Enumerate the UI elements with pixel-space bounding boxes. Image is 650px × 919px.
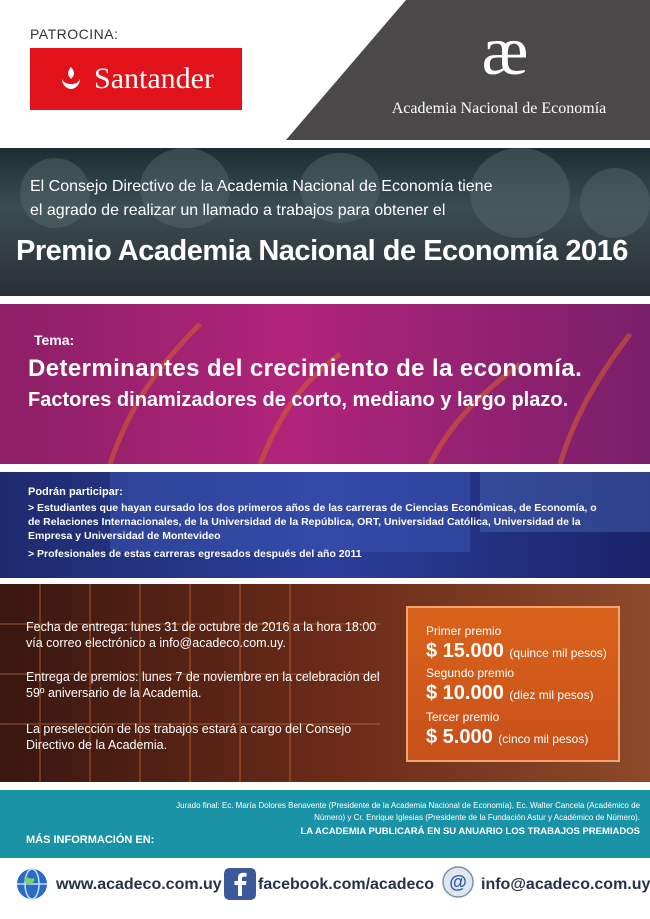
intro-banner [0, 148, 650, 296]
preselection-note: Directivo de la Academia. [26, 738, 168, 752]
third-prize-amount [426, 726, 588, 749]
eligibility-line: de Relaciones Internacionales, de la Universidad de la República, ORT, Universidad Católica, Universidad de la [28, 516, 581, 528]
globe-icon [16, 868, 48, 900]
wheat-decoration [0, 304, 650, 464]
eligibility-line: > Profesionales de estas carreras egresados después del año 2011 [28, 548, 362, 560]
annual-note: LA ACADEMIA PUBLICARÁ EN SU ANUARIO LOS TRABAJOS PREMIADOS [300, 826, 640, 837]
prize-words: (diez mil pesos) [509, 688, 594, 702]
more-info-label: MÁS INFORMACIÓN EN: [26, 834, 155, 846]
third-prize-label: Tercer premio [426, 710, 500, 724]
crowd-shape [580, 168, 650, 238]
delivery-method: vía correo electrónico a info@acadeco.com.uy. [26, 636, 286, 650]
facebook-link[interactable]: facebook.com/acadeco [258, 876, 435, 893]
website-link[interactable]: www.acadeco.com.uy [56, 876, 222, 893]
prize-value: $ 5.000 [426, 726, 493, 748]
intro-line-1: El Consejo Directivo de la Academia Nacional de Economía tiene [30, 178, 493, 195]
prize-value: $ 15.000 [426, 640, 504, 662]
santander-logo [30, 48, 242, 110]
jury-line: Número) y Cr. Enrique Iglesias (Presidente de la Fundación Astur y Académico de Número). [314, 813, 640, 822]
eligibility-title: Podrán participar: [28, 486, 123, 498]
sponsor-label: PATROCINA: [30, 26, 119, 42]
second-prize-amount [426, 682, 593, 705]
topic-banner [0, 304, 650, 464]
award-occasion: 59º aniversario de la Academia. [26, 686, 202, 700]
delivery-date: Fecha de entrega: lunes 31 de octubre de 2016 a la hora 18:00 [26, 620, 377, 634]
first-prize-amount [426, 640, 607, 663]
prize-value: $ 10.000 [426, 682, 504, 704]
svg-text:@: @ [449, 872, 467, 892]
award-date: Entrega de premios: lunes 7 de noviembre en la celebración del [26, 670, 380, 684]
first-prize-label: Primer premio [426, 624, 502, 638]
eligibility-line: > Estudiantes que hayan cursado los dos primeros años de las carreras de Ciencias Económicas, de Economía, o [28, 502, 597, 514]
prize-title: Premio Academia Nacional de Economía 2016 [16, 235, 628, 267]
email-icon [442, 866, 474, 898]
flame-icon [58, 65, 84, 93]
topic-label: Tema: [34, 332, 75, 348]
prize-words: (cinco mil pesos) [498, 732, 589, 746]
email-link[interactable]: info@acadeco.com.uy [481, 876, 650, 893]
jury-line: Jurado final: Ec. María Dolores Benavente (Presidente de la Academia Nacional de Economía), Ec. Walter Cancela (Académico de [176, 801, 640, 810]
eligibility-line: Empresa y Universidad de Montevideo [28, 530, 221, 542]
academy-logo: æ [481, 13, 529, 90]
topic-line-1: Determinantes del crecimiento de la economía. [28, 355, 583, 382]
sponsor-name: Santander [94, 62, 214, 95]
academy-name: Academia Nacional de Economía [391, 100, 607, 117]
topic-line-2: Factores dinamizadores de corto, mediano y largo plazo. [28, 389, 569, 411]
preselection-note: La preselección de los trabajos estará a cargo del Consejo [26, 722, 352, 736]
prize-words: (quince mil pesos) [509, 646, 607, 660]
facebook-icon [224, 868, 256, 900]
intro-line-2: el agrado de realizar un llamado a trabajos para obtener el [30, 202, 446, 219]
second-prize-label: Segundo premio [426, 666, 515, 680]
